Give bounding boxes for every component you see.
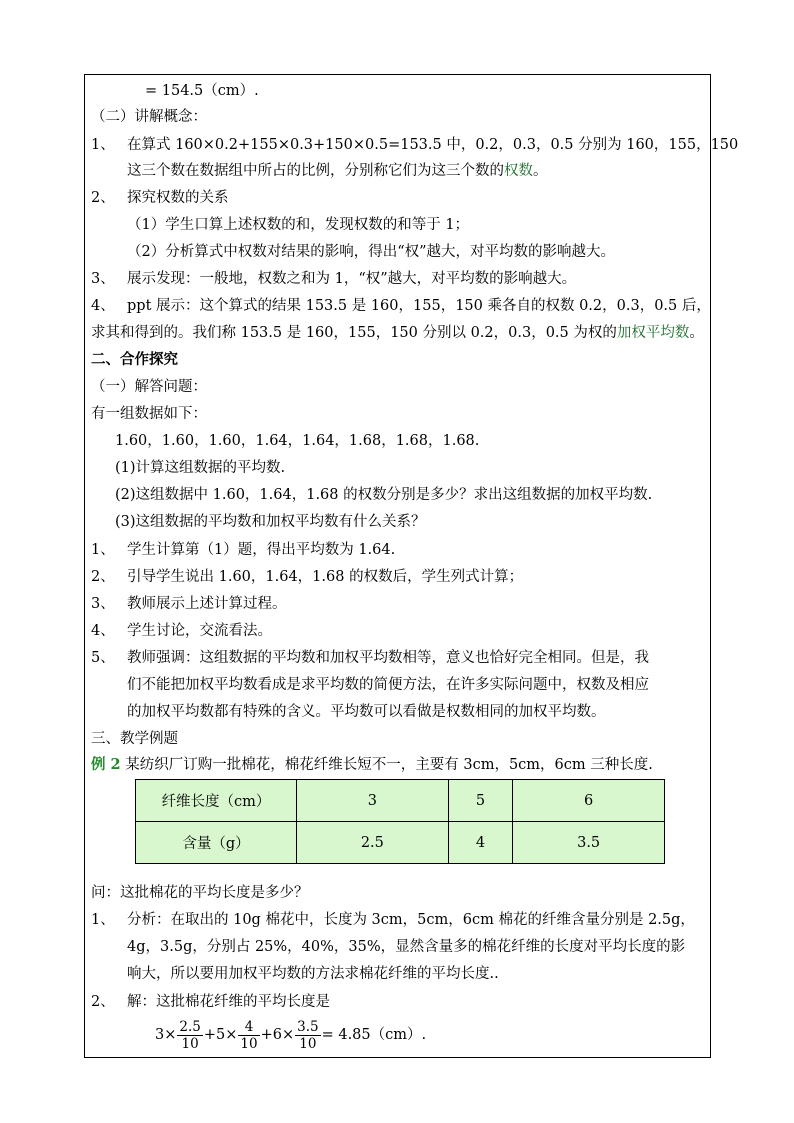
- table-row: [136, 822, 665, 864]
- table-cell: 3.5: [513, 822, 665, 864]
- list-item-continued: 的加权平均数都有特殊的含义。平均数可以看做是权数相同的加权平均数。: [127, 704, 606, 720]
- section-heading: （一）解答问题：: [91, 379, 207, 395]
- list-item: 4、 学生讨论，交流看法。: [91, 623, 272, 639]
- question: (1)计算这组数据的平均数.: [115, 460, 286, 476]
- list-item-continued: 们不能把加权平均数看成是求平均数的简便方法，在许多实际问题中，权数及相应: [127, 677, 649, 693]
- list-item: 2、 探究权数的关系: [91, 190, 229, 206]
- question: 问：这批棉花的平均长度是多少？: [91, 885, 309, 901]
- section-heading: （二）讲解概念：: [91, 109, 207, 125]
- list-item: 1、 学生计算第（1）题，得出平均数为 1.64.: [91, 542, 396, 558]
- sub-item: （1）学生口算上述权数的和，发现权数的和等于 1；: [127, 217, 470, 233]
- section-heading: 二、合作探究: [91, 351, 178, 368]
- list-item: 2、 解：这批棉花纤维的平均长度是: [91, 994, 330, 1010]
- list-item-continued: 求其和得到的。我们称 153.5 是 160，155，150 分别以 0.2，0.3，0.5 为权的加权平均数。: [91, 325, 704, 341]
- fraction: $\frac{3.5}{10}$: [297, 1018, 319, 1052]
- table-row: [136, 780, 665, 822]
- formula: 3× $\frac{2.5}{10}$ +5× $\frac{4}{10}$ +6× $\frac{3.5}{10}$ = 4.85（cm）.: [155, 1018, 427, 1052]
- fiber-table: [135, 779, 665, 864]
- table-header-cell: 纤维长度（cm）: [136, 780, 297, 822]
- data-list: 1.60，1.60，1.60，1.64，1.64，1.68，1.68，1.68.: [115, 433, 480, 449]
- list-item: 1、 分析：在取出的 10g 棉花中，长度为 3cm，5cm，6cm 棉花的纤维含量分别是 2.5g，: [91, 912, 695, 928]
- example-statement: 例 2 某纺织厂订购一批棉花，棉花纤维长短不一，主要有 3cm，5cm，6cm 三种长度.: [91, 756, 653, 773]
- list-item: 5、 教师强调：这组数据的平均数和加权平均数相等，意义也恰好完全相同。但是，我: [91, 650, 649, 666]
- term-weighted-mean: 加权平均数: [616, 325, 690, 341]
- list-item: 3、 展示发现：一般地，权数之和为 1，“权”越大，对平均数的影响越大。: [91, 271, 577, 287]
- sub-item: （2）分析算式中权数对结果的影响，得出“权”越大，对平均数的影响越大。: [127, 244, 616, 260]
- lesson-frame: [84, 74, 739, 1058]
- result-line: = 154.5（cm）.: [145, 83, 259, 99]
- list-item: 1、 在算式 160×0.2+155×0.3+150×0.5=153.5 中，0.2，0.3，0.5 分别为 160，155，150: [91, 137, 739, 153]
- question: (2)这组数据中 1.60，1.64，1.68 的权数分别是多少？求出这组数据的加权平均数.: [115, 487, 653, 503]
- lesson-content: [85, 75, 739, 1057]
- example-label: 例 2: [91, 756, 121, 773]
- table-cell: 2.5: [297, 822, 449, 864]
- list-item-continued: 响大，所以要用加权平均数的方法求棉花纤维的平均长度..: [127, 966, 499, 982]
- fraction: $\frac{4}{10}$: [240, 1018, 258, 1052]
- table-cell: 4: [448, 822, 513, 864]
- table-cell: 3: [297, 780, 449, 822]
- table-header-cell: 含量（g）: [136, 822, 297, 864]
- list-item-continued: 4g，3.5g，分别占 25%，40%，35%，显然含量多的棉花纤维的长度对平均长度的影: [127, 939, 686, 955]
- question: (3)这组数据的平均数和加权平均数有什么关系？: [115, 514, 426, 530]
- list-item: 3、 教师展示上述计算过程。: [91, 596, 287, 612]
- term-weight: 权数: [504, 163, 533, 179]
- fraction: $\frac{2.5}{10}$: [179, 1018, 201, 1052]
- section-heading: 三、教学例题: [91, 731, 178, 747]
- list-item: 2、 引导学生说出 1.60，1.64，1.68 的权数后，学生列式计算；: [91, 569, 524, 585]
- paragraph: 有一组数据如下：: [91, 406, 207, 422]
- table-cell: 5: [448, 780, 513, 822]
- list-item-continued: 这三个数在数据组中所占的比例，分别称它们为这三个数的权数。: [127, 163, 548, 179]
- list-item: 4、 ppt 展示：这个算式的结果 153.5 是 160，155，150 乘各自的权数 0.2，0.3，0.5 后，: [91, 298, 711, 314]
- table-cell: 6: [513, 780, 665, 822]
